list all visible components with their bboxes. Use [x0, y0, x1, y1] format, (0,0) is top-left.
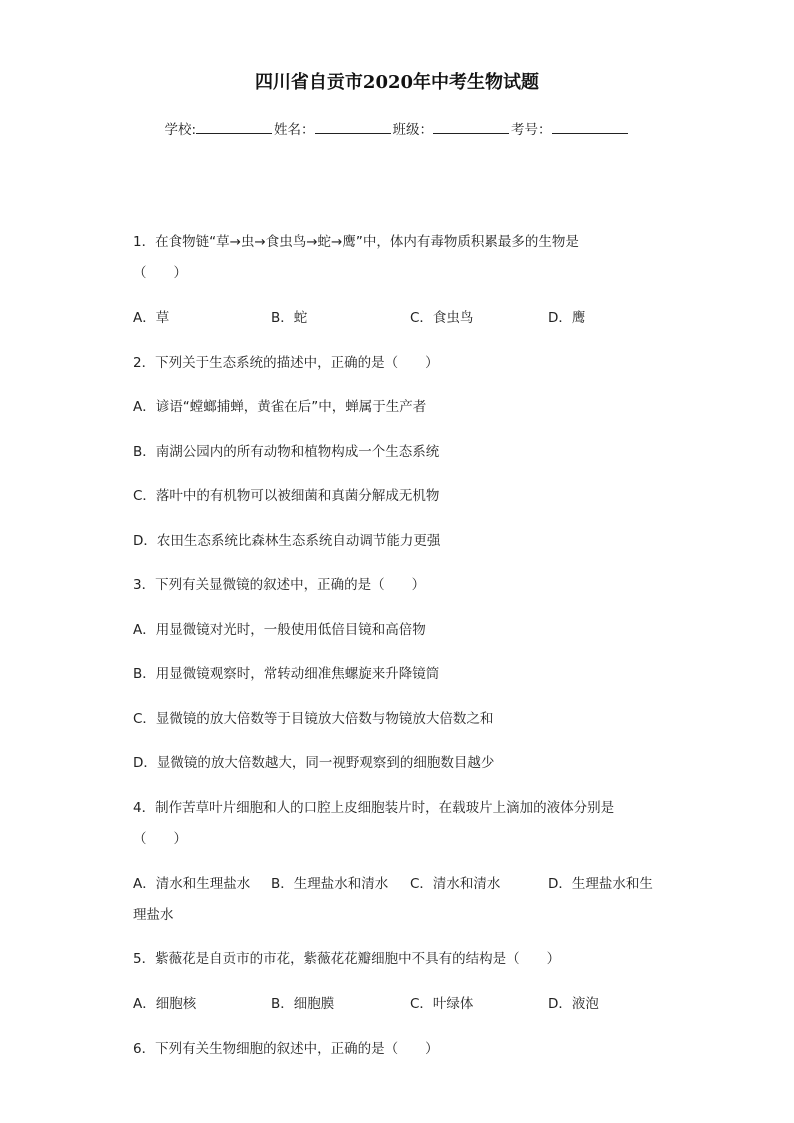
- q4-option-c: C．清水和清水: [410, 876, 501, 892]
- question-2-stem: 2．下列关于生态系统的描述中，正确的是（ ）: [133, 355, 439, 371]
- page-title: 四川省自贡市2020年中考生物试题: [254, 72, 540, 93]
- student-info-line: [0, 118, 794, 138]
- q3-option-d: D．显微镜的放大倍数越大，同一视野观察到的细胞数目越少: [133, 755, 495, 771]
- q4-option-d-wrap: 理盐水: [133, 907, 174, 923]
- class-blank: [433, 121, 509, 134]
- q1-option-b: B．蛇: [271, 310, 308, 326]
- q3-option-b: B．用显微镜观察时，常转动细准焦螺旋来升降镜筒: [133, 666, 440, 682]
- name-blank: [315, 121, 391, 134]
- question-4-stem: 4．制作苦草叶片细胞和人的口腔上皮细胞装片时，在载玻片上滴加的液体分别是: [133, 800, 615, 816]
- q2-option-a: A．谚语“螳螂捕蝉，黄雀在后”中，蝉属于生产者: [133, 399, 427, 415]
- class-label: 班级：: [392, 122, 434, 138]
- number-blank: [552, 121, 628, 134]
- name-label: 姓名：: [274, 122, 315, 138]
- q5-option-a: A．细胞核: [133, 996, 197, 1012]
- school-blank: [196, 121, 272, 134]
- q2-option-c: C．落叶中的有机物可以被细菌和真菌分解成无机物: [133, 488, 440, 504]
- question-4-paren: （ ）: [133, 831, 187, 847]
- q5-option-d: D．液泡: [548, 996, 599, 1012]
- question-1-stem: 1．在食物链“草→虫→食虫鸟→蛇→鹰”中，体内有毒物质积累最多的生物是: [133, 234, 579, 250]
- q1-option-d: D．鹰: [548, 310, 586, 326]
- q2-option-d: D．农田生态系统比森林生态系统自动调节能力更强: [133, 533, 441, 549]
- q1-option-a: A．草: [133, 310, 170, 326]
- number-label: 考号：: [511, 122, 552, 138]
- q3-option-a: A．用显微镜对光时，一般使用低倍目镜和高倍物: [133, 622, 426, 638]
- q4-option-a: A．清水和生理盐水: [133, 876, 251, 892]
- q4-option-b: B．生理盐水和清水: [271, 876, 389, 892]
- school-label: 学校:: [164, 122, 197, 138]
- question-1-paren: （ ）: [133, 265, 187, 281]
- question-3-stem: 3．下列有关显微镜的叙述中，正确的是（ ）: [133, 577, 426, 593]
- q1-option-c: C．食虫鸟: [410, 310, 474, 326]
- q5-option-c: C．叶绿体: [410, 996, 474, 1012]
- question-5-stem: 5．紫薇花是自贡市的市花，紫薇花花瓣细胞中不具有的结构是（ ）: [133, 951, 561, 967]
- question-6-stem: 6．下列有关生物细胞的叙述中，正确的是（ ）: [133, 1041, 439, 1057]
- q5-option-b: B．细胞膜: [271, 996, 335, 1012]
- q4-option-d: D．生理盐水和生: [548, 876, 653, 892]
- q2-option-b: B．南湖公园内的所有动物和植物构成一个生态系统: [133, 444, 440, 460]
- q3-option-c: C．显微镜的放大倍数等于目镜放大倍数与物镜放大倍数之和: [133, 711, 494, 727]
